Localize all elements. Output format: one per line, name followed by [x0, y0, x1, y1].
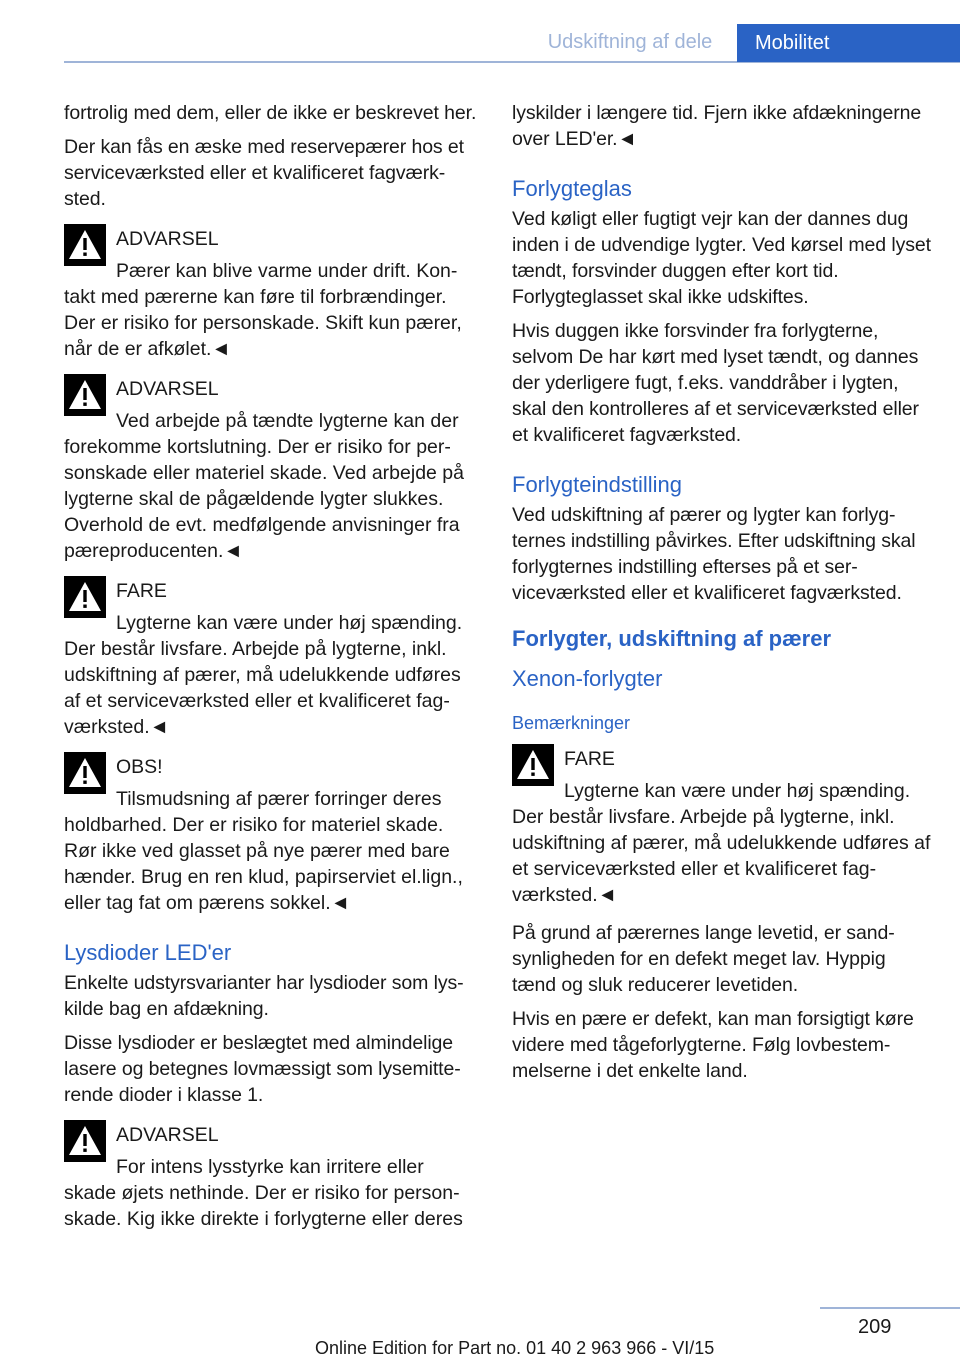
- chapter-heading: Forlygter, udskiftning af pærer: [512, 626, 832, 651]
- warning-triangle-icon: [64, 374, 106, 416]
- section-heading: Forlygteindstilling: [512, 472, 682, 497]
- footer-rule: [820, 1307, 960, 1309]
- warning-label: ADVARSEL: [116, 1124, 219, 1146]
- warning-text: Lygterne kan være under høj spænding.: [564, 780, 911, 802]
- warning-label: FARE: [564, 748, 615, 770]
- warning-text: Der består livsfare. Arbejde på lygterne, inkl. udskiftning af pærer, må udelukkende udføres af et serviceværksted eller et kvalificeret fagværksted.◄: [512, 806, 931, 906]
- paragraph: Enkelte udstyrsvarianter har lysdioder som lyskilde bag en afdækning.: [64, 972, 464, 1020]
- danger-block: [64, 576, 479, 740]
- warning-text: Ved arbejde på tændte lygterne kan der: [116, 410, 459, 432]
- warning-label: ADVARSEL: [116, 378, 219, 400]
- warning-label: ADVARSEL: [116, 228, 219, 250]
- section-heading: Xenon-forlygter: [512, 666, 663, 691]
- warning-text: Der består livsfare. Arbejde på lygterne, inkl. udskiftning af pærer, må udelukkende udføres af et serviceværksted eller et kvalificeret fagværksted.◄: [64, 638, 461, 738]
- warning-block: [64, 1120, 479, 1232]
- right-column: [512, 100, 932, 1092]
- warning-text: For intens lysstyrke kan irritere eller: [116, 1156, 424, 1178]
- warning-triangle-icon: [64, 576, 106, 618]
- paragraph: Ved udskiftning af pærer og lygter kan forlygternes indstilling påvirkes. Efter udskiftning skal forlygternes indstilling efterses på et serviceværksted eller et kvalificeret fagværksted.: [512, 504, 916, 604]
- left-column: [64, 100, 479, 1244]
- warning-text: holdbarhed. Der er risiko for materiel skade. Rør ikke ved glasset på nye pærer med bare hænder. Brug en ren klud, papirserviet el.lign., eller tag fat om pærens sokkel.◄: [64, 814, 463, 914]
- danger-block: [512, 744, 932, 908]
- section-heading: Lysdioder LED'er: [64, 940, 232, 965]
- warning-block: [64, 374, 479, 564]
- section-tab[interactable]: Udskiftning af dele: [547, 31, 713, 53]
- warning-text: takt med pærerne kan føre til forbrændinger. Der er risiko for personskade. Skift kun pærer, når de er afkølet.◄: [64, 286, 462, 360]
- warning-text: Pærer kan blive varme under drift. Kon-: [116, 260, 458, 282]
- chapter-tab[interactable]: Mobilitet: [737, 24, 960, 62]
- paragraph: fortrolig med dem, eller de ikke er beskrevet her.: [64, 102, 477, 124]
- warning-text: Lygterne kan være under høj spænding.: [116, 612, 463, 634]
- warning-label: OBS!: [116, 756, 163, 778]
- warning-text: skade øjets nethinde. Der er risiko for personskade. Kig ikke direkte i forlygterne eller deres: [64, 1182, 463, 1230]
- warning-triangle-icon: [64, 752, 106, 794]
- paragraph: Ved køligt eller fugtigt vejr kan der dannes dug inden i de udvendige lygter. Ved kørsel med lyset tændt, forsvinder duggen efter kort tid. Forlygteglasset skal ikke udskiftes.: [512, 208, 931, 308]
- section-heading: Forlygteglas: [512, 176, 632, 201]
- paragraph: Disse lysdioder er beslægtet med almindelige lasere og betegnes lovmæssigt som lysemitterende dioder i klasse 1.: [64, 1032, 461, 1106]
- page-number: 209: [858, 1316, 892, 1338]
- paragraph: På grund af pærernes lange levetid, er sandsynligheden for en defekt meget lav. Hyppig tænd og sluk reducerer levetiden.: [512, 922, 895, 996]
- warning-triangle-icon: [512, 744, 554, 786]
- warning-triangle-icon: [64, 1120, 106, 1162]
- warning-label: FARE: [116, 580, 167, 602]
- paragraph: Hvis en pære er defekt, kan man forsigtigt køre videre med tågeforlygterne. Følg lovbestemmelserne i det enkelte land.: [512, 1008, 914, 1082]
- warning-text: forekomme kortslutning. Der er risiko for personskade eller materiel skade. Ved arbejde på lygterne skal de pågældende lygter slukkes. Overhold de evt. medfølgende anvisninger fra pæreproducenten.◄: [64, 436, 464, 562]
- caution-block: [64, 752, 479, 916]
- paragraph: Hvis duggen ikke forsvinder fra forlygterne, selvom De har kørt med lyset tændt, og dannes der yderligere fugt, f.eks. vanddråber i lygten, skal den kontrolleres af et serviceværksted eller et kvalificeret fagværksted.: [512, 320, 919, 446]
- warning-text: Tilsmudsning af pærer forringer deres: [116, 788, 442, 810]
- subsection-heading: Bemærkninger: [512, 713, 631, 733]
- warning-triangle-icon: [64, 224, 106, 266]
- paragraph: lyskilder i længere tid. Fjern ikke afdækningerne over LED'er.◄: [512, 102, 922, 150]
- edition-text: Online Edition for Part no. 01 40 2 963 966 - VI/15: [315, 1338, 715, 1358]
- warning-block: [64, 224, 479, 362]
- paragraph: Der kan fås en æske med reservepærer hos et serviceværksted eller et kvalificeret fagværksted.: [64, 136, 464, 210]
